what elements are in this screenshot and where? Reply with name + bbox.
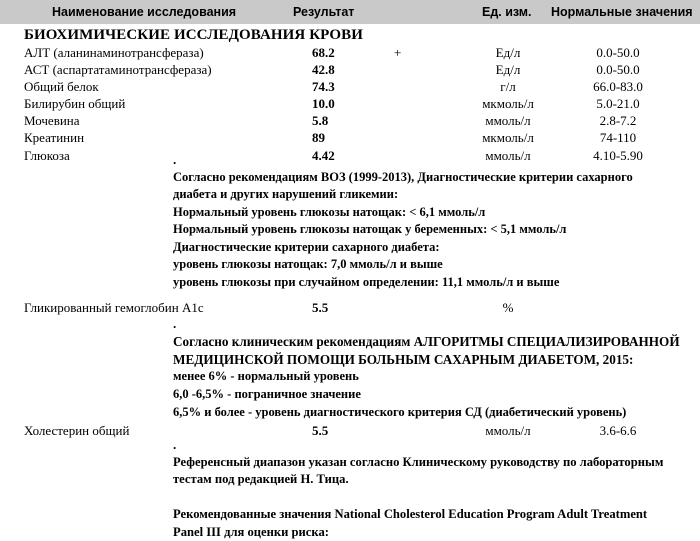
row-name: АЛТ (аланинаминотрансфераза) <box>24 45 204 61</box>
row-norm: 2.8-7.2 <box>574 113 662 129</box>
row-unit: % <box>468 300 548 316</box>
note-dot: . <box>173 315 680 333</box>
section-title: БИОХИМИЧЕСКИЕ ИССЛЕДОВАНИЯ КРОВИ <box>24 27 363 44</box>
row-norm: 66.0-83.0 <box>574 79 662 95</box>
cholesterol-note <box>173 436 663 541</box>
note-line: Рекомендованные значения National Cholesterol Education Program Adult Treatment <box>173 506 663 524</box>
row-unit: ммоль/л <box>468 148 548 164</box>
note-line: Диагностические критерии сахарного диабета: <box>173 239 633 257</box>
row-unit: ммоль/л <box>468 423 548 439</box>
row-unit: мкмоль/л <box>468 96 548 112</box>
note-line: Согласно клиническим рекомендациям АЛГОРИТМЫ СПЕЦИАЛИЗИРОВАННОЙ <box>173 333 680 351</box>
row-norm: 74-110 <box>574 130 662 146</box>
row-value: 4.42 <box>312 148 335 164</box>
header-unit: Ед. изм. <box>482 5 532 19</box>
header-norm: Нормальные значения <box>551 5 693 19</box>
row-norm: 4.10-5.90 <box>574 148 662 164</box>
note-line: диабета и других нарушений гликемии: <box>173 186 633 204</box>
row-name: Холестерин общий <box>24 423 129 439</box>
note-line: 6,5% и более - уровень диагностического критерия СД (диабетический уровень) <box>173 404 680 422</box>
row-value: 5.5 <box>312 300 328 316</box>
row-unit: ммоль/л <box>468 113 548 129</box>
header-result: Результат <box>293 5 354 19</box>
row-value: 89 <box>312 130 325 146</box>
note-line: МЕДИЦИНСКОЙ ПОМОЩИ БОЛЬНЫМ САХАРНЫМ ДИАБЕТОМ, 2015: <box>173 351 680 369</box>
row-name: Гликированный гемоглобин A1c <box>24 300 204 316</box>
row-norm: 5.0-21.0 <box>574 96 662 112</box>
note-dot: . <box>173 151 633 169</box>
row-value: 5.5 <box>312 423 328 439</box>
note-dot: . <box>173 436 663 454</box>
table-row <box>0 130 700 147</box>
row-value: 68.2 <box>312 45 335 61</box>
table-row <box>0 113 700 130</box>
row-value: 5.8 <box>312 113 328 129</box>
table-row <box>0 62 700 79</box>
row-unit: мкмоль/л <box>468 130 548 146</box>
note-line: Референсный диапазон указан согласно Клиническому руководству по лабораторным <box>173 454 663 472</box>
row-name: Мочевина <box>24 113 80 129</box>
header-name: Наименование исследования <box>52 5 236 19</box>
row-norm: 3.6-6.6 <box>574 423 662 439</box>
note-line <box>173 489 663 507</box>
row-unit: Ед/л <box>468 45 548 61</box>
note-line: менее 6% - нормальный уровень <box>173 368 680 386</box>
row-unit: г/л <box>468 79 548 95</box>
note-line: тестам под редакцией Н. Тица. <box>173 471 663 489</box>
table-row <box>0 96 700 113</box>
hba1c-note <box>173 315 680 422</box>
row-value: 10.0 <box>312 96 335 112</box>
row-unit: Ед/л <box>468 62 548 78</box>
row-norm: 0.0-50.0 <box>574 62 662 78</box>
row-name: АСТ (аспартатаминотрансфераза) <box>24 62 212 78</box>
note-line: Нормальный уровень глюкозы натощак: < 6,1 ммоль/л <box>173 204 633 222</box>
note-line: Panel III для оценки риска: <box>173 524 663 541</box>
row-name: Креатинин <box>24 130 84 146</box>
note-line: Нормальный уровень глюкозы натощак у беременных: < 5,1 ммоль/л <box>173 221 633 239</box>
glucose-note <box>173 151 633 291</box>
row-value: 42.8 <box>312 62 335 78</box>
row-value: 74.3 <box>312 79 335 95</box>
table-row <box>0 79 700 96</box>
row-flag: + <box>394 45 401 61</box>
row-name: Билирубин общий <box>24 96 125 112</box>
row-norm: 0.0-50.0 <box>574 45 662 61</box>
row-name: Глюкоза <box>24 148 70 164</box>
row-name: Общий белок <box>24 79 99 95</box>
table-row <box>0 45 700 62</box>
table-header <box>0 0 700 24</box>
note-line: уровень глюкозы натощак: 7,0 ммоль/л и выше <box>173 256 633 274</box>
note-line: 6,0 -6,5% - пограничное значение <box>173 386 680 404</box>
note-line: Согласно рекомендациям ВОЗ (1999-2013), Диагностические критерии сахарного <box>173 169 633 187</box>
note-line: уровень глюкозы при случайном определении: 11,1 ммоль/л и выше <box>173 274 633 292</box>
